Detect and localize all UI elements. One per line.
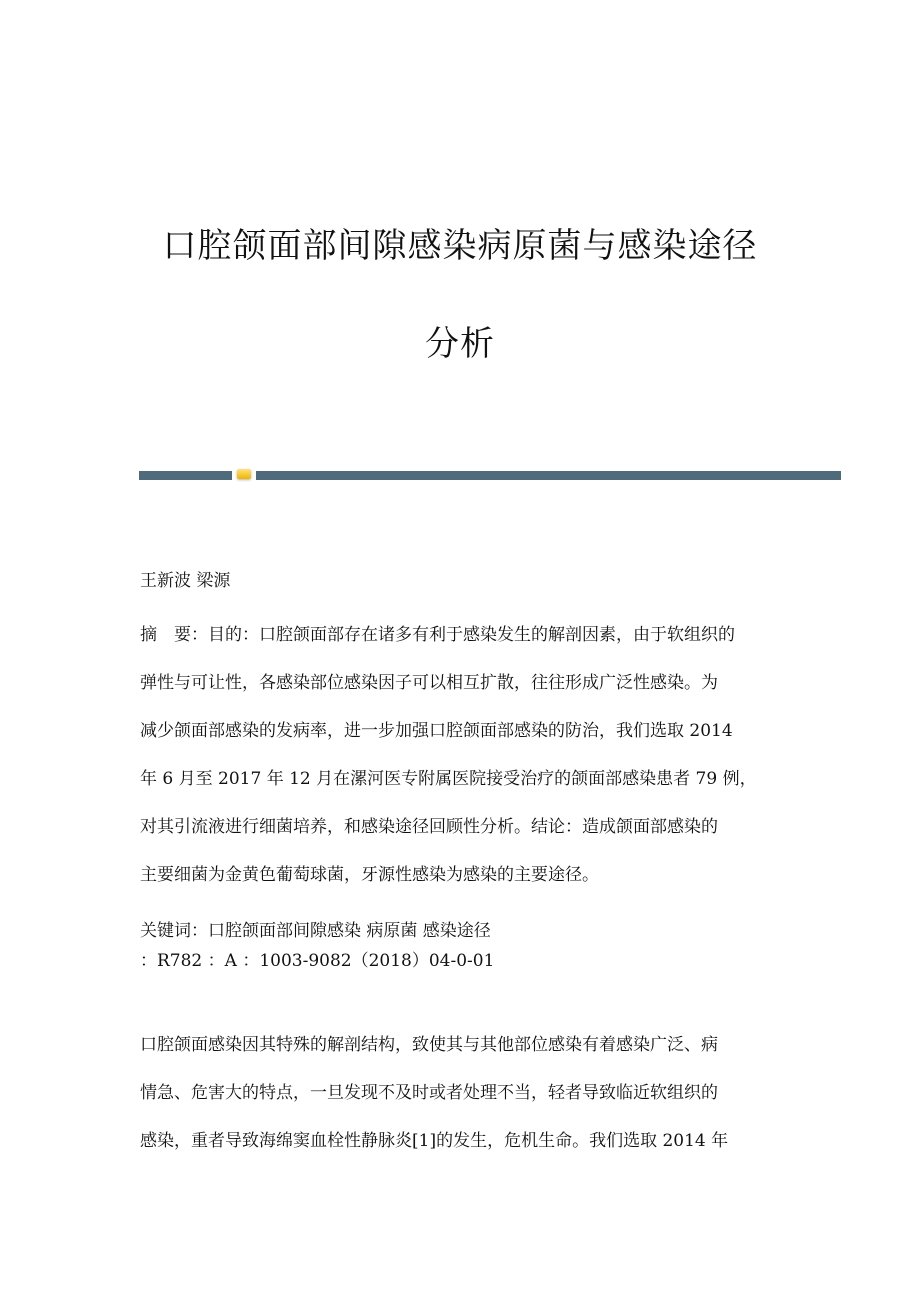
document-title-line-2: 分析 xyxy=(425,324,495,364)
abstract-line: 摘 要：目的：口腔颌面部存在诸多有利于感染发生的解剖因素，由于软组织的 xyxy=(140,625,735,645)
abstract-line: 弹性与可让性，各感染部位感染因子可以相互扩散，往往形成广泛性感染。为 xyxy=(140,673,718,693)
classification-codes: ：R782 ：A ：1003-9082（2018）04-0-01 xyxy=(140,951,495,971)
authors: 王新波 梁源 xyxy=(140,571,231,591)
body-line: 口腔颌面感染因其特殊的解剖结构，致使其与其他部位感染有着感染广泛、病 xyxy=(140,1035,718,1055)
abstract-line: 年 6 月至 2017 年 12 月在漯河医专附属医院接受治疗的颌面部感染患者 79 例， xyxy=(140,769,757,789)
title-divider xyxy=(139,471,841,480)
abstract-line: 主要细菌为金黄色葡萄球菌，牙源性感染为感染的主要途径。 xyxy=(140,865,599,885)
divider-ornament-icon xyxy=(237,469,251,479)
document-title-line-1: 口腔颌面部间隙感染病原菌与感染途径 xyxy=(162,226,758,266)
body-line: 情急、危害大的特点，一旦发现不及时或者处理不当，轻者导致临近软组织的 xyxy=(140,1083,718,1103)
divider-bar-right xyxy=(256,471,841,480)
body-line: 感染，重者导致海绵窦血栓性静脉炎[1]的发生，危机生命。我们选取 2014 年 xyxy=(140,1131,729,1151)
divider-bar-left xyxy=(139,471,232,480)
abstract-line: 对其引流液进行细菌培养，和感染途径回顾性分析。结论：造成颌面部感染的 xyxy=(140,817,718,837)
keywords: 关键词：口腔颌面部间隙感染 病原菌 感染途径 xyxy=(140,921,491,941)
abstract-line: 减少颌面部感染的发病率，进一步加强口腔颌面部感染的防治，我们选取 2014 xyxy=(140,721,733,741)
